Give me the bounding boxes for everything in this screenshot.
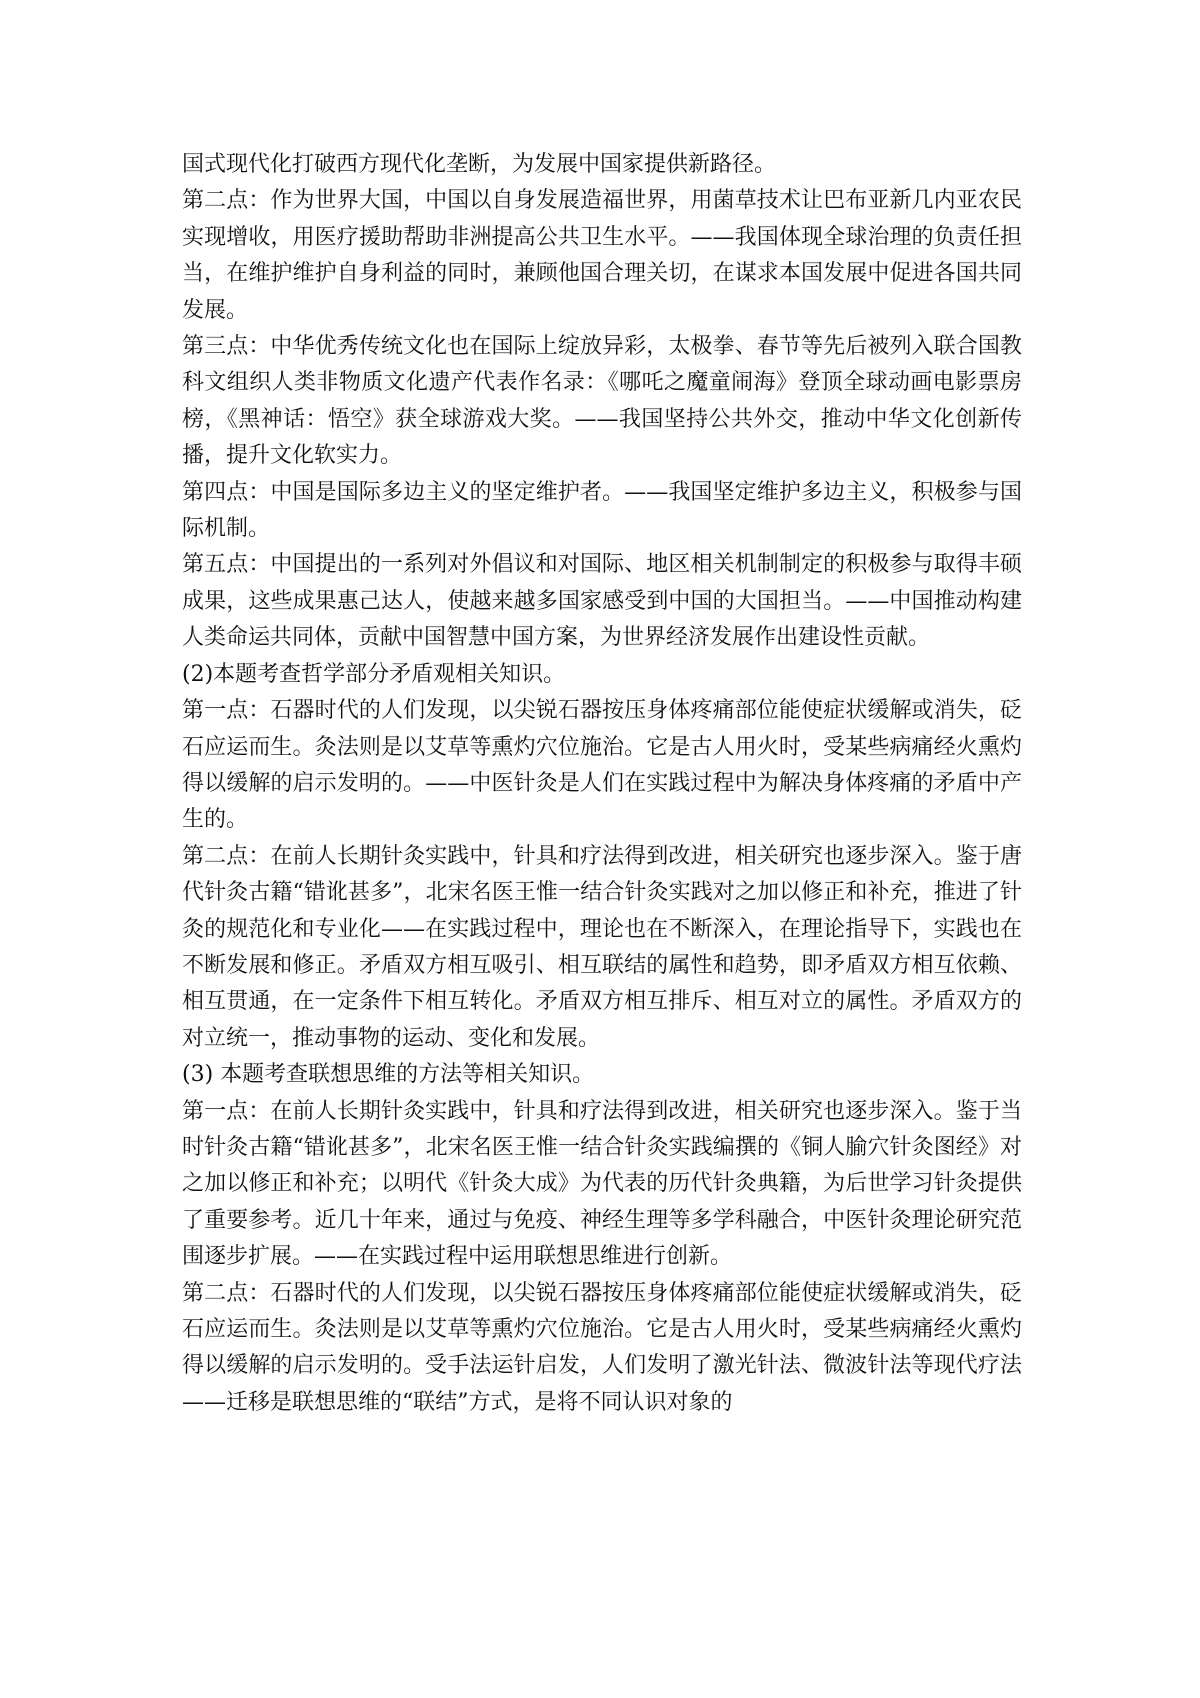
- paragraph-point-4-multilateralism: 第四点：中国是国际多边主义的坚定维护者。——我国坚定维护多边主义，积极参与国际机制。: [182, 479, 1022, 542]
- paragraph-continued-intro: 国式现代化打破西方现代化垄断，为发展中国家提供新路径。: [182, 152, 777, 177]
- paragraph-q2-point-2: 第二点：在前人长期针灸实践中，针具和疗法得到改进，相关研究也逐步深入。鉴于唐代针灸古籍“错讹甚多”，北宋名医王惟一结合针灸实践对之加以修正和补充，推进了针灸的规范化和专业化——在实践过程中，理论也在不断深入，在理论指导下，实践也在不断发展和修正。矛盾双方相互吸引、相互联结的属性和趋势，即矛盾双方相互依赖、相互贯通，在一定条件下相互转化。矛盾双方相互排斥、相互对立的属性。矛盾双方的对立统一，推动事物的运动、变化和发展。: [182, 843, 1022, 1051]
- paragraph-question-3-heading: (3) 本题考查联想思维的方法等相关知识。: [182, 1062, 595, 1088]
- paragraph-q2-point-1: 第一点：石器时代的人们发现，以尖锐石器按压身体疼痛部位能使症状缓解或消失，砭石应运而生。灸法则是以艾草等熏灼穴位施治。它是古人用火时，受某些病痛经火熏灼得以缓解的启示发明的。——中医针灸是人们在实践过程中为解决身体疼痛的矛盾中产生的。: [182, 698, 1022, 833]
- paragraph-q3-point-1: 第一点：在前人长期针灸实践中，针具和疗法得到改进，相关研究也逐步深入。鉴于当时针灸古籍“错讹甚多”，北宋名医王惟一结合针灸实践编撰的《铜人腧穴针灸图经》对之加以修正和补充；以明代《针灸大成》为代表的历代针灸典籍，为后世学习针灸提供了重要参考。近几十年来，通过与免疫、神经生理等多学科融合，中医针灸理论研究范围逐步扩展。——在实践过程中运用联想思维进行创新。: [182, 1098, 1022, 1270]
- paragraph-question-2-heading: (2)本题考查哲学部分矛盾观相关知识。: [182, 661, 566, 687]
- paragraph-q3-point-2: 第二点：石器时代的人们发现，以尖锐石器按压身体疼痛部位能使症状缓解或消失，砭石应运而生。灸法则是以艾草等熏灼穴位施治。它是古人用火时，受某些病痛经火熏灼得以缓解的启示发明的。受手法运针启发，人们发明了激光针法、微波针法等现代疗法——迁移是联想思维的“联结”方式，是将不同认识对象的: [182, 1280, 1022, 1415]
- paragraph-point-3-culture: 第三点：中华优秀传统文化也在国际上绽放异彩，太极拳、春节等先后被列入联合国教科文组织人类非物质文化遗产代表作名录：《哪吒之魔童闹海》登顶全球动画电影票房榜，《黑神话：悟空》获全球游戏大奖。——我国坚持公共外交，推动中华文化创新传播，提升文化软实力。: [182, 334, 1022, 469]
- document-body: [182, 147, 1022, 1421]
- paragraph-point-2-global-governance: 第二点：作为世界大国，中国以自身发展造福世界，用菌草技术让巴布亚新几内亚农民实现增收，用医疗援助帮助非洲提高公共卫生水平。——我国体现全球治理的负责任担当，在维护维护自身利益的同时，兼顾他国合理关切，在谋求本国发展中促进各国共同发展。: [182, 188, 1022, 323]
- paragraph-point-5-community: 第五点：中国提出的一系列对外倡议和对国际、地区相关机制制定的积极参与取得丰硕成果，这些成果惠己达人，使越来越多国家感受到中国的大国担当。——中国推动构建人类命运共同体，贡献中国智慧中国方案，为世界经济发展作出建设性贡献。: [182, 552, 1022, 651]
